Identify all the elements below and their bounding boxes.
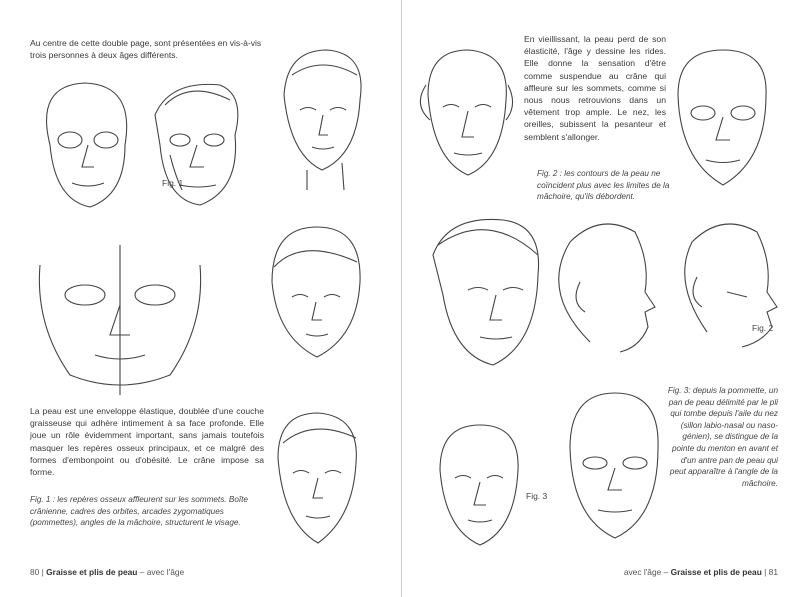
fig3-caption: Fig. 3: depuis la pommette, un pan de peau délimité par le pli qui tombe depuis l'aile du nez (sillon labio-nasal ou naso-génien), se distingue de la pointe du menton en avant et d'un antre pan de peau qui peut apparaître à l'angle de la mâchoire. [667, 386, 778, 488]
body-text-right: En vieillissant, la peau perd de son élasticité, l'âge y dessine les rides. Elle donne la sensation d'être comme suspendue au crâne qui affleure sur les sommets, comme si nous nous retrouvions dans un vêtement trop ample. Le nez, les oreilles, subissent la pesanteur et semblent s'allonger. [524, 34, 666, 142]
intro-text: Au centre de cette double page, sont présentées en vis-à-vis trois personnes à deux âges différents. [30, 38, 262, 61]
old-skull-face-drawing [668, 45, 778, 195]
young-woman-face-drawing [262, 222, 372, 382]
footer-right [624, 567, 778, 577]
muscle-face-drawing [30, 245, 210, 395]
profile-skull-drawing [672, 212, 782, 372]
fig2-caption: Fig. 2 : les contours de la peau ne coïncident plus avec les limites de la mâchoire, qu'ils débordent. [537, 169, 670, 202]
profile-face-drawing [550, 212, 660, 372]
footer-title: Graisse et plis de peau [46, 567, 138, 577]
old-man-3-face-drawing [430, 420, 530, 560]
old-man-face-drawing [140, 75, 250, 215]
middle-man-face-drawing [268, 408, 368, 558]
fig1-caption: Fig. 1 : les repères osseux affleurent sur les sommets. Boîte crânienne, cadres des orbites, arcades zygomatiques (pommettes), angles de la mâchoire, structurent le visage. [30, 495, 248, 528]
young-man-face-drawing [272, 45, 372, 195]
fig3-label: Fig. 3 [526, 491, 548, 501]
body-text: La peau est une enveloppe élastique, doublée d'une couche graisseuse qui adhère intimement à sa face profonde. Elle joue un rôle évidemment important, sans jamais toutefois masquer les repères osseux principaux, et ce malgré des formes d'embonpoint ou d'obésité. Le crâne impose sa forme. [30, 406, 264, 478]
old-woman-face-drawing [428, 215, 548, 385]
skull-face-drawing [30, 75, 140, 215]
fig1-label: Fig. 1 [162, 178, 184, 188]
footer-sep: | [764, 567, 767, 577]
fig2-label: Fig. 2 [752, 323, 774, 333]
page-gutter [401, 0, 402, 597]
footer-left [30, 567, 184, 577]
footer-title: Graisse et plis de peau [670, 567, 762, 577]
page-number: 80 [30, 567, 40, 577]
footer-sep: | [41, 567, 44, 577]
page-number: 81 [768, 567, 778, 577]
old-man-4-face-drawing [560, 388, 670, 558]
old-man-2-face-drawing [418, 45, 518, 195]
footer-subtitle: avec l'âge – [623, 567, 669, 577]
footer-subtitle: – avec l'âge [139, 567, 185, 577]
